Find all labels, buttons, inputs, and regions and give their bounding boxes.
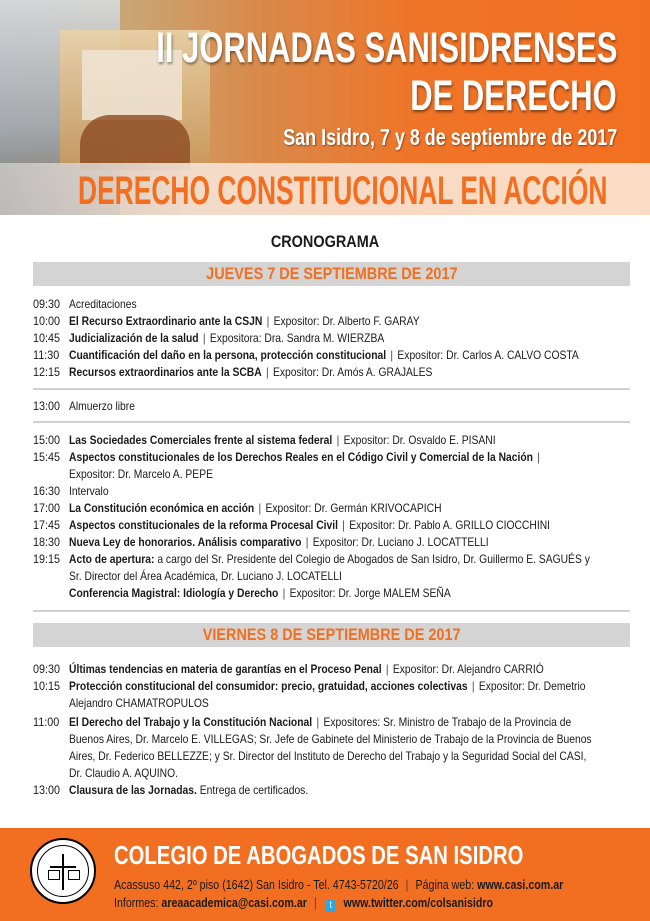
website-link[interactable]: www.casi.com.ar (477, 877, 564, 892)
schedule-row: 10:00 El Recurso Extraordinario ante la CSJN | Expositor: Dr. Alberto F. GARAY (33, 314, 420, 328)
event-title-line1: II JORNADAS SANISIDRENSES (155, 24, 617, 72)
item-title: Recursos extraordinarios ante la SCBA (69, 365, 262, 379)
schedule-row: 10:45 Judicialización de la salud | Expositora: Dra. Sandra M. WIERZBA (33, 331, 385, 345)
item-desc-cont: Alejandro CHAMATROPULOS (69, 696, 209, 710)
item-desc: a cargo del Sr. Presidente del Colegio de Abogados de San Isidro, Dr. Guillermo E. SAGUÉS y (157, 552, 590, 566)
scales-pan-icon (68, 870, 80, 880)
item-title: Acto de apertura: (69, 552, 155, 566)
schedule-row: 12:15 Recursos extraordinarios ante la SCBA | Expositor: Dr. Amós A. GRAJALES (33, 365, 433, 379)
day1-heading: JUEVES 7 DE SEPTIEMBRE DE 2017 (205, 264, 458, 283)
day1-block1 (33, 296, 633, 381)
item-desc: Expositor: Dr. Marcelo A. PEPE (69, 467, 213, 481)
contact-line2: Informes: areaacademica@casi.com.ar | t www.twitter.com/colsanisidro (114, 895, 494, 911)
item-desc-cont: Aires, Dr. Federico BELLEZZE; y Sr. Director del Instituto de Derecho del Trabajo y la Seguridad Social del CASI, (69, 749, 587, 763)
time: 10:00 (33, 314, 61, 328)
cronograma-heading: CRONOGRAMA (270, 232, 380, 251)
schedule-row (33, 398, 633, 415)
conference-desc: Expositor: Dr. Jorge MALEM SEÑA (289, 586, 451, 600)
day2-heading-band (33, 623, 630, 647)
scales-pan-icon (48, 870, 60, 880)
item-title: La Constitución económica en acción (69, 501, 255, 515)
schedule-row: 17:00 La Constitución económica en acción | Expositor: Dr. Germán KRIVOCAPICH (33, 501, 442, 515)
item-desc: Expositor: Dr. Osvaldo E. PISANI (343, 433, 496, 447)
item-desc: Almuerzo libre (69, 399, 135, 413)
event-date-location: San Isidro, 7 y 8 de septiembre de 2017 (282, 124, 617, 150)
time: 12:15 (33, 365, 61, 379)
item-desc: Expositor: Dr. Amós A. GRAJALES (272, 365, 433, 379)
time: 10:45 (33, 331, 61, 345)
day1-block2 (33, 432, 633, 602)
item-title: Clausura de las Jornadas. (69, 783, 197, 797)
schedule-row: 15:00 Las Sociedades Comerciales frente al sistema federal | Expositor: Dr. Osvaldo E. PISANI (33, 433, 496, 447)
item-title: El Derecho del Trabajo y la Constitución Nacional (69, 715, 313, 729)
schedule-row: 18:30 Nueva Ley de honorarios. Análisis comparativo | Expositor: Dr. Luciano J. LOCATTELLI (33, 535, 489, 549)
item-title: Nueva Ley de honorarios. Análisis comparativo (69, 535, 302, 549)
time: 15:00 (33, 433, 61, 447)
item-desc: Expositor: Dr. Pablo A. GRILLO CIOCCHINI (349, 518, 551, 532)
time: 16:30 (33, 484, 61, 498)
twitter-icon: t (326, 900, 336, 912)
theme-title: DERECHO CONSTITUCIONAL EN ACCIÓN (78, 169, 608, 213)
day2-heading: VIERNES 8 DE SEPTIEMBRE DE 2017 (202, 625, 461, 644)
email-link[interactable]: areaacademica@casi.com.ar (161, 895, 307, 910)
divider (33, 610, 630, 612)
theme-band (0, 163, 650, 215)
item-desc: Expositor: Dr. Luciano J. LOCATTELLI (312, 535, 489, 549)
item-desc: Expositor: Dr. Alberto F. GARAY (273, 314, 420, 328)
item-desc-cont: Sr. Director del Área Académica, Dr. Luciano J. LOCATELLI (69, 569, 342, 583)
item-desc: Expositor: Dr. Germán KRIVOCAPICH (265, 501, 442, 515)
web-label: Página web: (415, 877, 475, 892)
schedule-row: 15:45 Aspectos constitucionales de los Derechos Reales en el Código Civil y Comercial de la Nación | Expositor: Dr. Marcelo A. PEPE (33, 450, 540, 481)
time: 17:00 (33, 501, 61, 515)
time: 13:00 (33, 783, 61, 797)
sword-icon (62, 854, 64, 890)
day2-block (33, 661, 633, 799)
time: 11:00 (33, 715, 60, 729)
background-photo-door (80, 115, 190, 170)
schedule-row-opening: 19:15 Acto de apertura: a cargo del Sr. Presidente del Colegio de Abogados de San Isidro, Dr. Guillermo E. SAGUÉS y Sr. Director del Área Académica, Dr. Luciano J. LOCATELLI Conferencia Magistral: Idiología y Derecho | Expositor: Dr. Jorge MALEM SEÑA (33, 552, 590, 600)
divider (33, 388, 630, 390)
item-desc: Intervalo (69, 484, 109, 498)
item-desc-cont: Dr. Claudio A. AQUINO. (69, 766, 178, 780)
item-title: Aspectos constitucionales de la reforma Procesal Civil (69, 518, 338, 532)
item-desc: Expositora: Dra. Sandra M. WIERZBA (209, 331, 385, 345)
schedule-row (33, 483, 633, 500)
item-desc: Expositor: Dr. Alejandro CARRIÓ (392, 662, 544, 676)
item-title: Protección constitucional del consumidor: precio, gratuidad, acciones colectivas (69, 679, 468, 693)
schedule-row: 10:15 Protección constitucional del consumidor: precio, gratuidad, acciones colectivas | Expositor: Dr. Demetrio Alejandro CHAMATROPULOS (33, 679, 586, 710)
conference-title: Conferencia Magistral: Idiología y Derecho (69, 586, 279, 600)
item-desc: Entrega de certificados. (199, 783, 309, 797)
schedule-row: 11:30 Cuantificación del daño en la persona, protección constitucional | Expositor: Dr. Carlos A. CALVO COSTA (33, 348, 579, 362)
day1-lunch (33, 398, 633, 415)
org-name: COLEGIO DE ABOGADOS DE SAN ISIDRO (114, 840, 524, 870)
item-title: Últimas tendencias en materia de garantías en el Proceso Penal (69, 662, 382, 676)
schedule-row (33, 296, 633, 313)
scales-bar-icon (50, 866, 76, 868)
item-title: Judicialización de la salud (69, 331, 199, 345)
time: 13:00 (33, 399, 61, 413)
schedule-row-closing (33, 782, 633, 799)
time: 19:15 (33, 552, 61, 566)
divider (33, 421, 630, 423)
college-seal-logo (30, 838, 96, 904)
event-title-line2: DE DERECHO (410, 72, 617, 120)
item-desc: Acreditaciones (69, 297, 137, 311)
item-title: Las Sociedades Comerciales frente al sistema federal (69, 433, 333, 447)
item-desc: Expositores: Sr. Ministro de Trabajo de la Provincia de (323, 715, 572, 729)
twitter-link[interactable]: www.twitter.com/colsanisidro (343, 895, 494, 910)
footer (0, 828, 650, 921)
schedule-row: 09:30 Últimas tendencias en materia de garantías en el Proceso Penal | Expositor: Dr. Alejandro CARRIÓ (33, 662, 544, 676)
info-label: Informes: (114, 895, 159, 910)
time: 18:30 (33, 535, 61, 549)
day1-heading-band (33, 262, 630, 286)
contact-line1: Acassuso 442, 2º piso (1642) San Isidro - Tel. 4743-5720/26 | Página web: www.casi.com.ar (114, 877, 564, 892)
item-desc: Expositor: Dr. Carlos A. CALVO COSTA (397, 348, 579, 362)
time: 09:30 (33, 662, 61, 676)
time: 09:30 (33, 297, 61, 311)
item-desc: Expositor: Dr. Demetrio (478, 679, 586, 693)
time: 17:45 (33, 518, 61, 532)
item-title: Aspectos constitucionales de los Derechos Reales en el Código Civil y Comercial de la Nación (69, 450, 533, 464)
item-title: Cuantificación del daño en la persona, protección constitucional (69, 348, 387, 362)
schedule-row: 17:45 Aspectos constitucionales de la reforma Procesal Civil | Expositor: Dr. Pablo A. GRILLO CIOCCHINI (33, 518, 551, 532)
schedule-row: 11:00 El Derecho del Trabajo y la Constitución Nacional | Expositores: Sr. Ministro de Trabajo de la Provincia de Buenos Aires, Dr. Marcelo E. VILLEGAS; Sr. Jefe de Gabinete del Ministerio de Trabajo de la Provincia de Buenos Aires, Dr. Federico BELLEZZE; y Sr. Director del Instituto de Derecho del Trabajo y la Seguridad Social del CASI, Dr. Claudio A. AQUINO. (33, 715, 592, 780)
item-title: El Recurso Extraordinario ante la CSJN (69, 314, 263, 328)
time: 15:45 (33, 450, 61, 464)
item-desc-cont: Buenos Aires, Dr. Marcelo E. VILLEGAS; Sr. Jefe de Gabinete del Ministerio de Trabajo de la Provincia de Buenos (69, 732, 592, 746)
time: 10:15 (33, 679, 61, 693)
time: 11:30 (33, 348, 60, 362)
address: Acassuso 442, 2º piso (1642) San Isidro - Tel. 4743-5720/26 (114, 877, 399, 892)
